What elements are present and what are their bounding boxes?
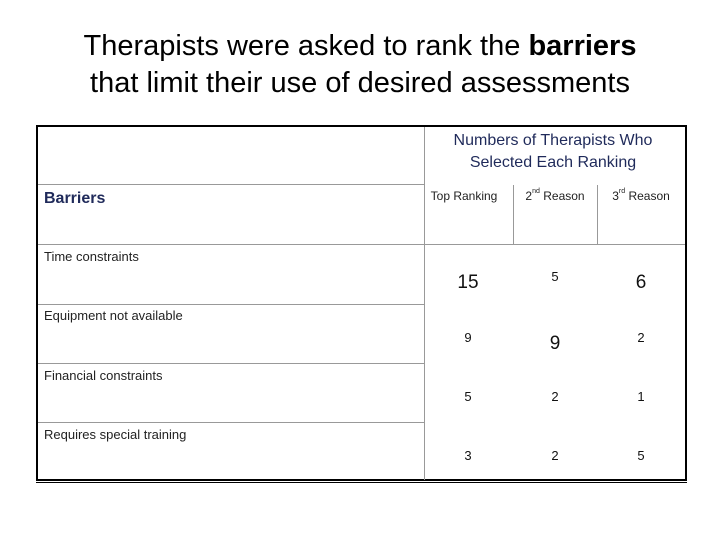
cell-equipment-second: 9 (549, 333, 561, 354)
col-header-third (597, 189, 685, 203)
cell-training-second: 2 (551, 448, 559, 463)
col-header-third-num: 3 (612, 189, 619, 203)
cell-time-second: 5 (551, 269, 559, 284)
grid-line (38, 304, 424, 305)
row-label-time: Time constraints (44, 249, 139, 264)
cell-equipment-top: 9 (464, 330, 472, 345)
title-line-2: that limit their use of desired assessments (90, 67, 630, 99)
row-label-training: Requires special training (44, 427, 187, 442)
row-header-barriers: Barriers (44, 190, 106, 207)
grid-line (38, 422, 424, 423)
cell-equipment-third: 2 (637, 330, 645, 345)
grid-line (38, 244, 424, 245)
title-line-1-text: Therapists were asked to rank the (83, 30, 529, 62)
col-header-second-num: 2 (525, 189, 533, 203)
cell-training-top: 3 (464, 448, 472, 463)
group-header: Numbers of Therapists Who Selected Each Ranking (453, 132, 653, 171)
row-label-equipment: Equipment not available (44, 308, 183, 323)
cell-financial-third: 1 (637, 389, 645, 404)
col-header-second (513, 189, 597, 203)
col-header-third-text: Reason (625, 189, 670, 203)
grid-line (38, 363, 424, 364)
table-top-rule (36, 126, 687, 127)
title-emphasis: barriers (528, 30, 637, 62)
cell-time-top: 15 (457, 272, 479, 293)
col-header-second-suffix: nd (532, 188, 540, 195)
cell-time-third: 6 (635, 272, 647, 293)
grid-line (38, 184, 424, 185)
cell-financial-second: 2 (551, 389, 559, 404)
table-bottom-rule (36, 482, 687, 483)
cell-financial-top: 5 (464, 389, 472, 404)
grid-line (424, 244, 685, 245)
col-header-top: Top Ranking (430, 189, 498, 203)
title-line-1 (0, 28, 720, 65)
row-label-financial: Financial constraints (44, 368, 163, 383)
cell-training-third: 5 (637, 448, 645, 463)
slide-title (0, 28, 720, 102)
col-header-third-suffix: rd (618, 188, 626, 195)
grid-line (424, 127, 425, 480)
col-header-second-text: Reason (539, 189, 585, 203)
